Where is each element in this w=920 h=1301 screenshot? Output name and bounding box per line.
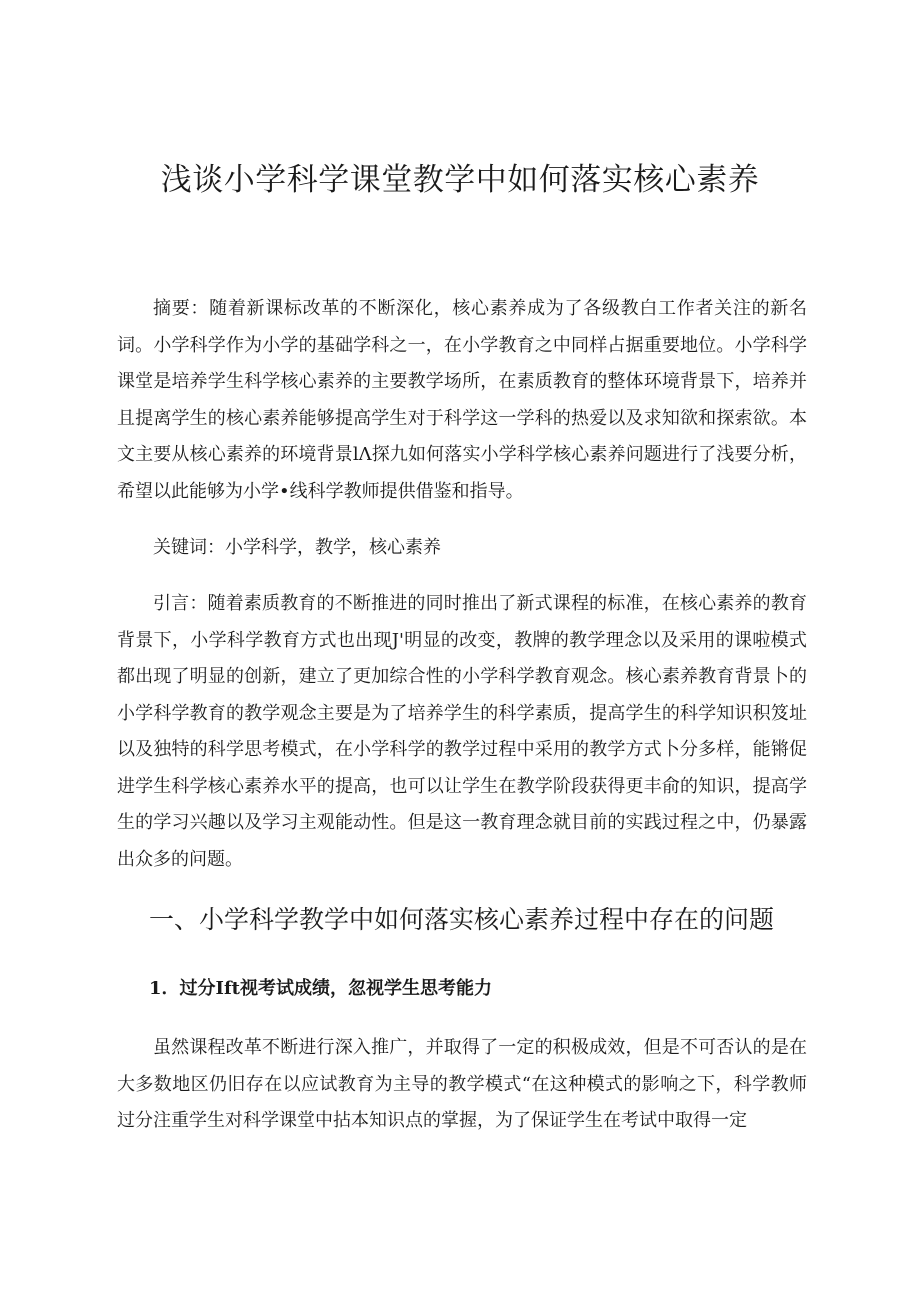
- section-heading: 一、小学科学教学中如何落实核心素养过程中存在的问题: [149, 905, 775, 934]
- intro-paragraph: 引言：随着素质教育的不断推进的同时推出了新式课程的标准，在核心素养的教育背景下，小学科学教育方式也出现J'明显的改变，教牌的教学理念以及采用的课啦模式都出现了明显的创新，建立了更加综合性的小学科学教育观念。核心素养教育背景卜的小学科学教育的教学观念主要是为了培养学生的科学素质，提高学生的科学知识积笈址以及独特的科学思考模式，在小学科学的教学过程中采用的教学方式卜分多样，能锵促进学生科学核心素养水平的提高，也可以让学生在教学阶段获得更丰俞的知识，提高学生的学习兴趣以及学习主观能动性。但是这一教育理念就目前的实践过程之中，仍暴露出众多的问题。: [117, 593, 807, 870]
- subsection-heading: 1．过分Ift视考试成绩，忽视学生思考能力: [149, 978, 493, 999]
- abstract-paragraph: 摘要：随着新课标改革的不断深化，核心素养成为了各级教白工作者关注的新名词。小学科学作为小学的基础学科之一，在小学教育之中同样占据重要地位。小学科学课堂是培养学生科学核心素养的主要教学场所，在素质教育的整体环境背景下，培养并且提离学生的核心素养能够提高学生对于科学这一学科的热爱以及求知欲和探索欲。本文主要从核心素养的环境背景lΛ探九如何落实小学科学核心素养问题进行了浅要分析，希望以此能够为小学•线科学教师提供借鉴和指导。: [117, 298, 807, 502]
- page-title: 浅谈小学科学课堂教学中如何落实核心素养: [160, 162, 760, 198]
- keywords-paragraph: 关键词：小学科学，教学，核心素养: [153, 537, 441, 558]
- body-paragraph: 虽然课程改革不断进行深入推广，并取得了一定的积极成效，但是不可否认的是在大多数地区仍旧存在以应试教育为主导的教学模式“在这种模式的影响之下，科学教师过分注重学生对科学课堂中拈本知识点的掌握，为了保证学生在考试中取得一定: [117, 1037, 807, 1131]
